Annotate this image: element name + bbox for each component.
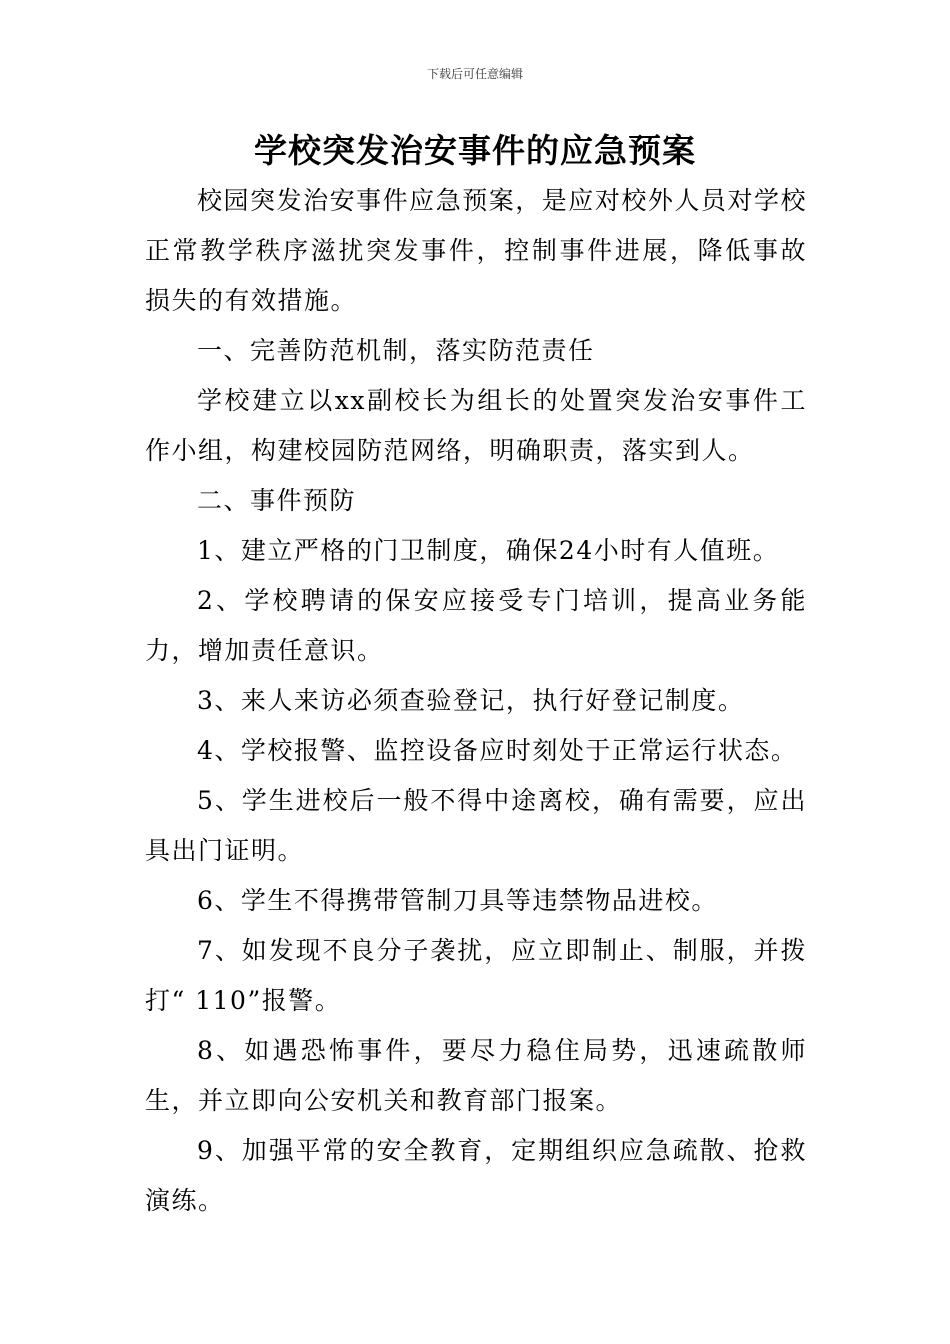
- list-item: 4、学校报警、监控设备应时刻处于正常运行状态。: [197, 736, 798, 765]
- section-heading-1: 一、完善防范机制，落实防范责任: [197, 336, 595, 365]
- list-item: 8、如遇恐怖事件，要尽力稳住局势，迅速疏散师生，并立即向公安机关和教育部门报案。: [145, 1036, 807, 1115]
- document-title: 学校突发治安事件的应急预案: [254, 131, 696, 170]
- list-item: 3、来人来访必须查验登记，执行好登记制度。: [197, 686, 745, 715]
- paragraph-intro: 校园突发治安事件应急预案，是应对校外人员对学校正常教学秩序滋扰突发事件，控制事件进展，降低事故损失的有效措施。: [145, 186, 807, 315]
- document-body: [145, 176, 807, 1226]
- header-note: 下载后可任意编辑: [426, 67, 523, 81]
- section-heading-2: 二、事件预防: [197, 486, 357, 515]
- list-item: 6、学生不得携带管制刀具等违禁物品进校。: [197, 886, 718, 915]
- list-item: 2、学校聘请的保安应接受专门培训，提高业务能力，增加责任意识。: [145, 586, 807, 665]
- list-item: 5、学生进校后一般不得中途离校，确有需要，应出具出门证明。: [145, 786, 807, 865]
- list-item: 1、建立严格的门卫制度，确保24小时有人值班。: [197, 536, 780, 565]
- list-item: 9、加强平常的安全教育，定期组织应急疏散、抢救演练。: [145, 1136, 807, 1215]
- list-item: 7、如发现不良分子袭扰，应立即制止、制服，并拨打“ 110”报警。: [145, 936, 807, 1015]
- paragraph: 学校建立以xx副校长为组长的处置突发治安事件工作小组，构建校园防范网络，明确职责，落实到人。: [145, 386, 807, 465]
